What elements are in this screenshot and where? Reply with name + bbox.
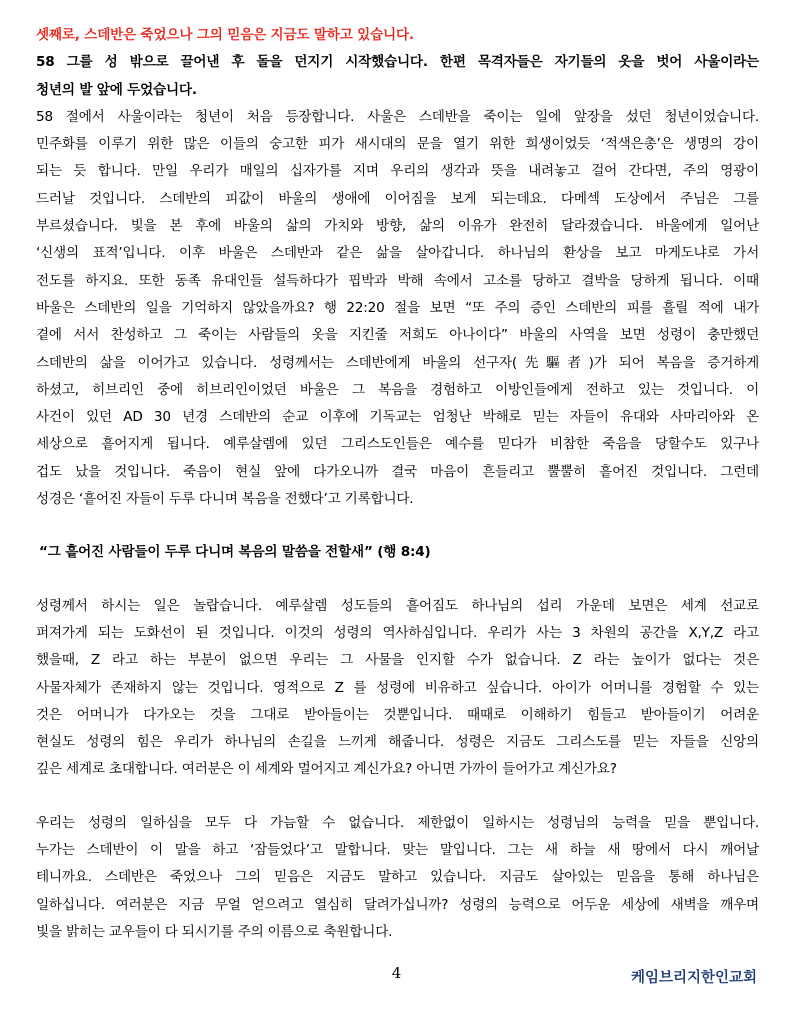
scripture-subheading: “그 흩어진 사람들이 두루 다니며 복음의 말씀을 전할새” (행 8:4) xyxy=(39,544,431,561)
paragraph-line: 했을때, Z 라고 하는 부분이 없으면 우리는 그 사물을 인지할 수가 없습니다. Z 라는 높이가 없다는 것은 xyxy=(36,652,759,669)
verse-line: 58 그를 성 밖으로 끌어낸 후 돌을 던지기 시작했습니다. 한편 목격자들은 자기들의 옷을 벗어 사울이라는 xyxy=(36,54,759,71)
paragraph-line: 깊은 세계로 초대합니다. 여러분은 이 세계와 멀어지고 계신가요? 아니면 가까이 들어가고 계신가요? xyxy=(36,761,617,778)
paragraph-line: 현실도 성령의 힘은 우리가 하나님의 손길을 느끼게 해줍니다. 성령은 지금도 그리스도를 믿는 자들을 신앙의 xyxy=(36,734,759,751)
paragraph-line: 우리는 성령의 일하심을 모두 다 가늠할 수 없습니다. 제한없이 일하시는 성령님의 능력을 믿을 뿐입니다. xyxy=(36,814,759,831)
verse-line: 청년의 발 앞에 두었습니다. xyxy=(36,81,197,98)
paragraph-line: 사물자체가 존재하지 않는 것입니다. 영적으로 Z 를 성령에 비유하고 싶습니다. 아이가 어머니를 경험할 수 있는 xyxy=(36,679,759,696)
paragraph-line: ‘신생의 표적’입니다. 이후 바울은 스데반과 같은 삶을 살아갑니다. 하나님의 환상을 보고 마게도냐로 가서 xyxy=(36,245,759,262)
paragraph-line: 민주화를 이루기 위한 많은 이들의 숭고한 피가 새시대의 문을 열기 위한 희생이었듯 ‘적색은총’은 생명의 강이 xyxy=(36,136,759,153)
paragraph-line: 테니까요. 스데반은 죽었으나 그의 믿음은 지금도 말하고 있습니다. 지금도 살아있는 믿음을 통해 하나님은 xyxy=(36,869,759,886)
paragraph-line: 것은 어머니가 다가오는 것을 그대로 받아들이는 것뿐입니다. 때때로 이해하기 힘들고 받아들이기 어려운 xyxy=(36,706,759,723)
paragraph-line: 일하십니다. 여러분은 지금 무얼 얻으려고 열심히 달려가십니까? 성령의 능력으로 어두운 세상에 새벽을 깨우며 xyxy=(36,896,759,913)
spacer xyxy=(36,513,759,539)
paragraph-line: 성령께서 하시는 일은 놀랍습니다. 예루살렘 성도들의 흩어짐도 하나님의 섭리 가운데 보면은 세계 선교로 xyxy=(36,597,759,614)
paragraph-line: 바울은 스데반의 일을 기억하지 않았을까요? 행 22:20 절을 보면 “또 주의 증인 스데반의 피를 흘릴 적에 내가 xyxy=(36,299,759,316)
paragraph-line: 드러날 것입니다. 스데반의 피값이 바울의 생애에 이어짐을 보게 되는데요. 다메섹 도상에서 주님은 그를 xyxy=(36,190,759,207)
paragraph-line: 세상으로 흩어지게 됩니다. 예루살렘에 있던 그리스도인들은 예수를 믿다가 비참한 죽음을 당할수도 있구나 xyxy=(36,436,759,453)
paragraph-line: 스데반의 삶을 이어가고 있습니다. 성령께서는 스데반에게 바울의 선구자(先驅者)가 되어 복음을 증거하게 xyxy=(36,354,759,371)
spacer xyxy=(36,567,759,593)
paragraph-line: 성경은 ‘흩어진 자들이 두루 다니며 복음을 전했다’고 기록합니다. xyxy=(36,491,414,508)
paragraph-3 xyxy=(36,810,759,946)
paragraph-line: 58 절에서 사울이라는 청년이 처음 등장합니다. 사울은 스데반을 죽이는 일에 앞장을 섰던 청년이었습니다. xyxy=(36,108,759,125)
page-number: 4 xyxy=(391,964,402,982)
paragraph-line: 전도를 하지요. 또한 동족 유대인들 설득하다가 핍박과 박해 속에서 고소를 당하고 결박을 당하게 됩니다. 이때 xyxy=(36,272,759,289)
paragraph-line: 겁도 났을 것입니다. 죽음이 현실 앞에 다가오니까 결국 마음이 흔들리고 뿔뿔히 흩어진 것입니다. 그런데 xyxy=(36,463,759,480)
paragraph-line: 퍼져가게 되는 도화선이 된 것입니다. 이것의 성령의 역사하심입니다. 우리가 사는 3 차원의 공간을 X,Y,Z 라고 xyxy=(36,624,759,641)
section-title: 셋째로, 스데반은 죽었으나 그의 믿음은 지금도 말하고 있습니다. xyxy=(36,27,414,43)
paragraph-line: 곁에 서서 찬성하고 그 죽이는 사람들의 옷을 지킨줄 저희도 아나이다” 바울의 사역을 보면 성령이 충만했던 xyxy=(36,327,759,344)
paragraph-line: 되는 듯 합니다. 만일 우리가 매일의 십자가를 지며 우리의 생각과 뜻을 내려놓고 걸어 간다면, 주의 영광이 xyxy=(36,163,759,180)
paragraph-line: 누가는 스데반이 이 말을 하고 ‘잠들었다’고 말합니다. 맞는 말입니다. 그는 새 하늘 새 땅에서 다시 깨어날 xyxy=(36,842,759,859)
paragraph-1 xyxy=(36,104,759,513)
paragraph-line: 하셨고, 히브리인 중에 히브리인이었던 바울은 그 복음을 경험하고 이방인들에게 전하고 있는 것입니다. 이 xyxy=(36,381,759,398)
paragraph-line: 부르셨습니다. 빛을 본 후에 바울의 삶의 가치와 방향, 삶의 이유가 완전히 달라졌습니다. 바울에게 일어난 xyxy=(36,218,759,235)
paragraph-line: 사건이 있던 AD 30 년경 스데반의 순교 이후에 기독교는 엄청난 박해로 믿는 자들이 유대와 사마리아와 온 xyxy=(36,409,759,426)
verse-quote xyxy=(36,49,759,104)
paragraph-line: 빛을 밝히는 교우들이 다 되시기를 주의 이름으로 축원합니다. xyxy=(36,923,393,940)
paragraph-2 xyxy=(36,593,759,784)
document-page xyxy=(36,22,759,946)
spacer xyxy=(36,784,759,810)
church-name: 케임브리지한인교회 xyxy=(630,970,757,986)
